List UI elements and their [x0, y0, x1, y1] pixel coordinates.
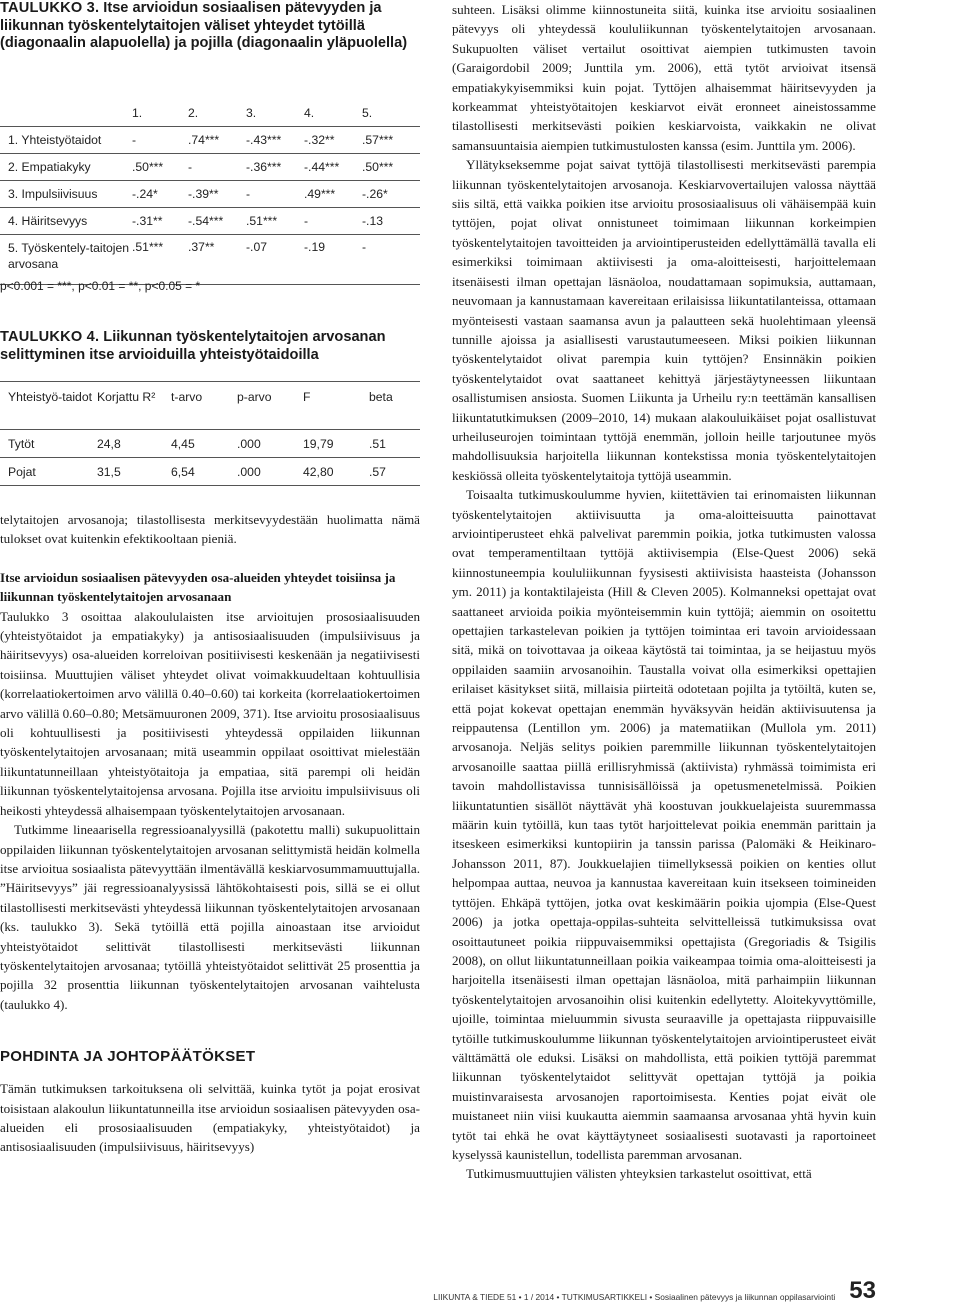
table-cell: -.44*** [304, 154, 362, 181]
table4-number: TAULUKKO 4. [0, 329, 100, 345]
table4-header-cell: Yhteistyö-taidot [0, 382, 96, 430]
table-row [0, 181, 420, 208]
table4-header-cell: Korjattu R² [96, 382, 170, 430]
table-cell: - [246, 181, 304, 208]
body-paragraph: suhteen. Lisäksi olimme kiinnostuneita siitä, kuinka itse arvioitu sosiaalinen pätevyys oli yhteydessä koululiikunnan työskentelytaitojen arvosanaan. Sukupuolten väliset vertailut osoittivat aiempien tutkimusten tavoin (Garaigordobil 2009; Junttila ym. 2006), että tytöt arvioivat itsensä empatiakykyisemmiksi kuin pojat. Tyttöjen alhaisemmat häiritsevyyden ja korkeammat yhteistyötaitojen keskiarvot eivät eronneet aineistossamme tilastollisesti merkitsevästi poikien keskiarvoista, vaikkakin ne olivat samansuuntaisia aiempien tutkimustulosten kanssa (esim. Junttila ym. 2006). [452, 2, 876, 153]
table3-header-cell [0, 100, 132, 127]
table-row [0, 235, 420, 285]
table-cell: -.31** [132, 208, 188, 235]
table-row [0, 430, 420, 458]
table3-significance-note: p<0.001 = ***, p<0.01 = **, p<0.05 = * [0, 279, 201, 293]
table4 [0, 381, 420, 486]
table3-header-cell: 1. [132, 106, 143, 120]
table-cell: 6,54 [170, 458, 236, 486]
page-number: 53 [849, 1277, 876, 1304]
table-cell: 4,45 [170, 430, 236, 458]
table-cell: -.54*** [188, 208, 246, 235]
table3-header-cell: 2. [188, 106, 199, 120]
section-heading: POHDINTA JA JOHTOPÄÄTÖKSET [0, 1048, 256, 1066]
body-paragraph: Tutkimusmuuttujien välisten yhteyksien tarkastelut osoittivat, että [466, 1166, 812, 1182]
table-cell: -.24* [132, 181, 188, 208]
table-cell: .51*** [132, 235, 188, 285]
row-label: Tytöt [0, 430, 96, 458]
table4-header-row [0, 382, 420, 430]
table-cell: .57 [368, 458, 420, 486]
table-cell: -.07 [246, 235, 304, 285]
table-cell: - [188, 154, 246, 181]
table-cell: .51*** [246, 208, 304, 235]
row-label: Pojat [0, 458, 96, 486]
body-paragraph: Tutkimme lineaarisella regressioanalyysillä (pakotettu malli) sukupuolittain oppilaiden liikunnan työskentelytaitojen arvosanan selittymistä heidän kolmella itse arvioitua sosiaalista pätevyyttään ilmentävällä keskiarvosummamuuttujalla. ”Häiritsevyys” jäi regressioanalyysissä lähtökohtaisesti pois, sillä se ei ollut tilastollisesti merkitsevästi yhteydessä liikunnan työskentelytaitojen arvosanaan (ks. taulukko 3). Sekä tytöillä että pojilla ainoastaan itse arvioidut yhteistyötaidot selittivät tilastollisesti merkitsevästi liikunnan työskentelytaitojen arvosanaa; tytöillä yhteistyötaidot selittivät 25 prosenttia ja pojilla 32 prosenttia liikunnan työskentelytaitojen arvosanan vaihtelusta (taulukko 4). [0, 822, 420, 1012]
table4-header-cell: beta [368, 382, 420, 430]
row-label: 4. Häiritsevyys [0, 208, 132, 235]
page-footer [433, 1277, 876, 1304]
footer-running-text: LIIKUNTA & TIEDE 51 • 1 / 2014 • TUTKIMUSARTIKKELI • Sosiaalinen pätevyys ja liikunnan oppilasarviointi [433, 1292, 836, 1302]
table-cell: .49*** [304, 181, 362, 208]
table3-header-cell: 3. [246, 106, 257, 120]
body-paragraph: Taulukko 3 osoittaa alakoululaisten itse arvioitujen prososiaalisuuden (yhteistyötaidot ja empatiakyky) ja antisosiaalisuuden (impulsiivisuus ja häiritsevyys) osa-alueiden korreloivan positiivisesti keskenään ja negatiivisesti toisiinsa. Muuttujien väliset yhteydet olivat voimakkuudeltaan kohtuullisia (korrelaatiokertoimen arvo välillä 0.40–0.60) tai korkeita (korrelaatiokertoimen arvo välillä 0.60–0.80; Metsämuuronen 2009, 371). Itse arvioitu prososiaalisuus oli kohtuullisesti ja positiivisesti yhteydessä oppilaiden liikunnan työskentelytaitojen arvosanaan; mitä useammin oppilaat osoittivat mielestään liikuntatunneillaan yhteistyötaitoja ja empatiaa, sitä parempi oli heidän liikunnan työskentelytaitojensa arvosana. Pojilla itse arvioitu impulsiivisuus oli heikosti yhteydessä alhaisempaan työskentelytaitojen arvosanaan. [0, 608, 420, 818]
table3-header-cell: 5. [362, 106, 373, 120]
table-cell: -.26* [362, 181, 420, 208]
table-cell: -.19 [304, 235, 362, 285]
table-cell: -.39** [188, 181, 246, 208]
table-cell: .57*** [362, 127, 420, 154]
table-cell: .000 [236, 430, 302, 458]
row-label: 2. Empatiakyky [0, 154, 132, 181]
table-cell: 31,5 [96, 458, 170, 486]
table3-header-cell: 4. [304, 106, 315, 120]
subsection-heading: Itse arvioidun sosiaalisen pätevyyden osa-alueiden yhteydet toisiinsa ja liikunnan työskentelytaitojen arvosanaan [0, 569, 396, 605]
table-cell: .37** [188, 235, 246, 285]
table-cell: - [132, 127, 188, 154]
table-row [0, 154, 420, 181]
table3-title: Itse arvioidun sosiaalisen pätevyyden ja liikunnan työskentelytaitojen väliset yhteydet tytöillä (diagonaalin alapuolella) ja pojilla (diagonaalin yläpuolella) [0, 0, 408, 51]
table-cell: .000 [236, 458, 302, 486]
table4-header-cell: p-arvo [236, 382, 302, 430]
table-row [0, 458, 420, 486]
table-cell: - [362, 235, 420, 285]
body-paragraph: Tämän tutkimuksen tarkoituksena oli selvittää, kuinka tytöt ja pojat erosivat toisistaan alakoulun liikuntatunneilla itse arvioidun sosiaalisen pätevyyden osa-alueiden eli prososiaalisuuden (empatiakyky, yhteistyötaidot) ja antisosiaalisuuden (impulsiivisuus, häiritsevyys) [0, 1081, 420, 1155]
table-row [0, 208, 420, 235]
table-row [0, 127, 420, 154]
table-cell: - [304, 208, 362, 235]
left-body [0, 510, 420, 1157]
table-cell: .51 [368, 430, 420, 458]
body-paragraph: Yllätykseksemme pojat saivat tyttöjä tilastollisesti merkitsevästi parempia liikunnan työskentelytaitojen arvosanoja. Keskiarvovertailujen valossa näyttää siis siltä, että vaikka poikien itse arvioitu prososiaalisuus oli vähäisempää kuin tyttöjen, pojat olivat onnistuneet toimimaan liikunnan korkeimpien työskentelytaitojen tavoitteiden ja arviointiperusteiden edellyttämällä tavalla eli esimerkiksi toimimaan aktiivisesti ja oma-aloitteisesti, harjoittelemaan itsenäisesti ilman opettajan läsnäoloa, noudattamaan sopimuksia, auttamaan, neuvomaan ja kannustamaan kavereitaan erilaisissa liikuntatilanteissa, ottamaan myönteisesti vastaan saamansa avun ja palautteen sekä huolehtimaan yleensä tunnille ajoissa ja asiallisesti varustautumeeseen. Miksi poikien liikunnan työskentelytaidot olivat parempia kuin tyttöjen? Ensinnäkin poikien työskentelytaidot ovat saattaneet kehittyä järjestäytyneessen liikuntaan osallistumisen ansiosta. Suomen Liikunta ja Urheilu ry:n teettämän kansallisen liikuntatutkimuksen (2009–2010, 14) mukaan alakouluikäiset pojat osallistuvat urheiluseurojen toimintaan tyttöjä enemmän, jolloin heille tarjoutunee myös mahdollisuuksia harjoitella liikunnan kontekstissa monia työskentelytaitojen keskiössä olleita työskentelytaitoja tyttöjä useammin. [452, 157, 876, 483]
row-label: 1. Yhteistyötaidot [0, 127, 132, 154]
table-cell: -.32** [304, 127, 362, 154]
table-cell: -.13 [362, 208, 420, 235]
table-cell: .50*** [362, 154, 420, 181]
table-cell: .50*** [132, 154, 188, 181]
table4-title: Liikunnan työskentelytaitojen arvosanan selittyminen itse arvioiduilla yhteistyötaidoilla [0, 329, 386, 363]
table4-header-cell: F [302, 382, 368, 430]
table-cell: 19,79 [302, 430, 368, 458]
body-paragraph: telytaitojen arvosanoja; tilastollisesta merkitsevyydestään huolimatta nämä tulokset ovat kuitenkin efektikooltaan pieniä. [0, 512, 420, 547]
table-cell: -.36*** [246, 154, 304, 181]
table4-caption [0, 329, 420, 364]
table-cell: -.43*** [246, 127, 304, 154]
table3-header-row [0, 100, 420, 127]
row-label: 3. Impulsiivisuus [0, 181, 132, 208]
table-cell: 42,80 [302, 458, 368, 486]
table-cell: 24,8 [96, 430, 170, 458]
table3-caption [0, 0, 420, 53]
table-cell: .74*** [188, 127, 246, 154]
table3 [0, 100, 420, 285]
table4-header-cell: t-arvo [170, 382, 236, 430]
row-label: 5. Työskentely-taitojen arvosana [0, 235, 132, 285]
table3-number: TAULUKKO 3. [0, 0, 100, 16]
right-column [452, 0, 876, 1184]
body-paragraph: Toisaalta tutkimuskoulumme hyvien, kiitettävien tai erinomaisten liikunnan työskentelytaitojen aktiivisuutta ja oma-aloitteisuutta painottavat arviointiperusteet ehkä palvelivat paremmin poikia, jotka tutkimusten valossa ovat temperamentiltaan tyttöjä aktiivisempia (Else-Quest 2006) sekä kiinnostuneempia koululiikunnan fyysisesti aktiivisista haasteista (Johansson ym. 2011) ja kontaktilajeista (Hill & Cleven 2005). Kolmanneksi opettajat ovat saattaneet arvioida poikia myönteisemmin kuin tyttöjä; aiemmin on osoitettu opettajien tarkastelevan poikien ja tyttöjen toimintaa eri tavoin arvioidessaan sitä, mikä on toivottavaa ja oikeaa käytöstä tai toimintaa, ja se heijastuu myös oppilaiden saamiin arvosanoihin. Taustalla voivat olla esimerkiksi opettajien erilaiset käsitykset siitä, millaisia piirteitä odotetaan pojilta ja tytöiltä, kuten se, että pojat kokevat opettajan enemmän hyväksyvän heidän aktiivisuutensa ja reippautensa (Lentillon ym. 2006) ja matematiikan (Mullola ym. 2011) arvosanoja. Neljäs selitys poikien paremmille liikunnan työskentelytaitojen arvosanoille saattaa piillä erillisryhmissä (aktiivista) ryhmässä toimimista eri tavoin mahdollistavissa tunnisisällöissä ja opetusmenetelmissä. Poikien liikuntatuntien sisällöt näyttävät yhä koostuvan joukkuelajeista suuremmassa määrin kuin tytöillä, kun taas tytöt harjoittelevat poikia enemmän parittain ja itseskeen esimerkiksi kuntopiirin ja tanssin parissa (Palomäki & Heikinaro-Johansson 2011, 87). Joukkuelajien tiimellyksessä poikien on kenties ollut helpompaa auttaa, neuvoa ja kannustaa kavereitaan kuin itsekseen toimineiden tyttöjen. Ehkäpä tyttöjen, jotka ovat keskimäärin poikia ujompia (Else-Quest 2006) ja jotka opettaja-oppilas-suhteita selvittelleissä tutkimuksissa ovat osoittautuneet poikia riippuvaisemmiksi opettajista (Gregoriadis & Tsigilis 2008), on ollut liikuntatunneillaan poikia vaikeampaa toimia oma-aloitteisesti ja harjoitella itsenäisesti ilman opettajan läsnäoloa, mitä parhaimpiin liikunnan työskentelytaitojen arvosanoihin olisi kuitenkin edellytetty. Aloitekyvyttömille, ujoille, toimintaa mieluummin sivusta seuraaville ja opettajasta riippuvaisille tytöille tutkimuskoulumme liikunnan työskentelytaitojen arviointiperusteet eivät välttämättä ole eduksi. Lisäksi on mahdollista, että poikien tyttöjä paremmat liikunnan työskentelytaidot selittyvät opettajan tyttöjä ja poikia muistinvaraisesta arvosanojen raportoimisesta. Kenties pojat eivät ole muistaneet niin viisi kuukautta aiemmin saamaansa arvosanaa yhtä hyvin kuin tytöt tai ehkä he ovat käyttäytyneet sosiaalisesti suotavasti ja raportoineet kyselyssä kaunistellun, todellista paremman arvosanan. [452, 487, 876, 1162]
